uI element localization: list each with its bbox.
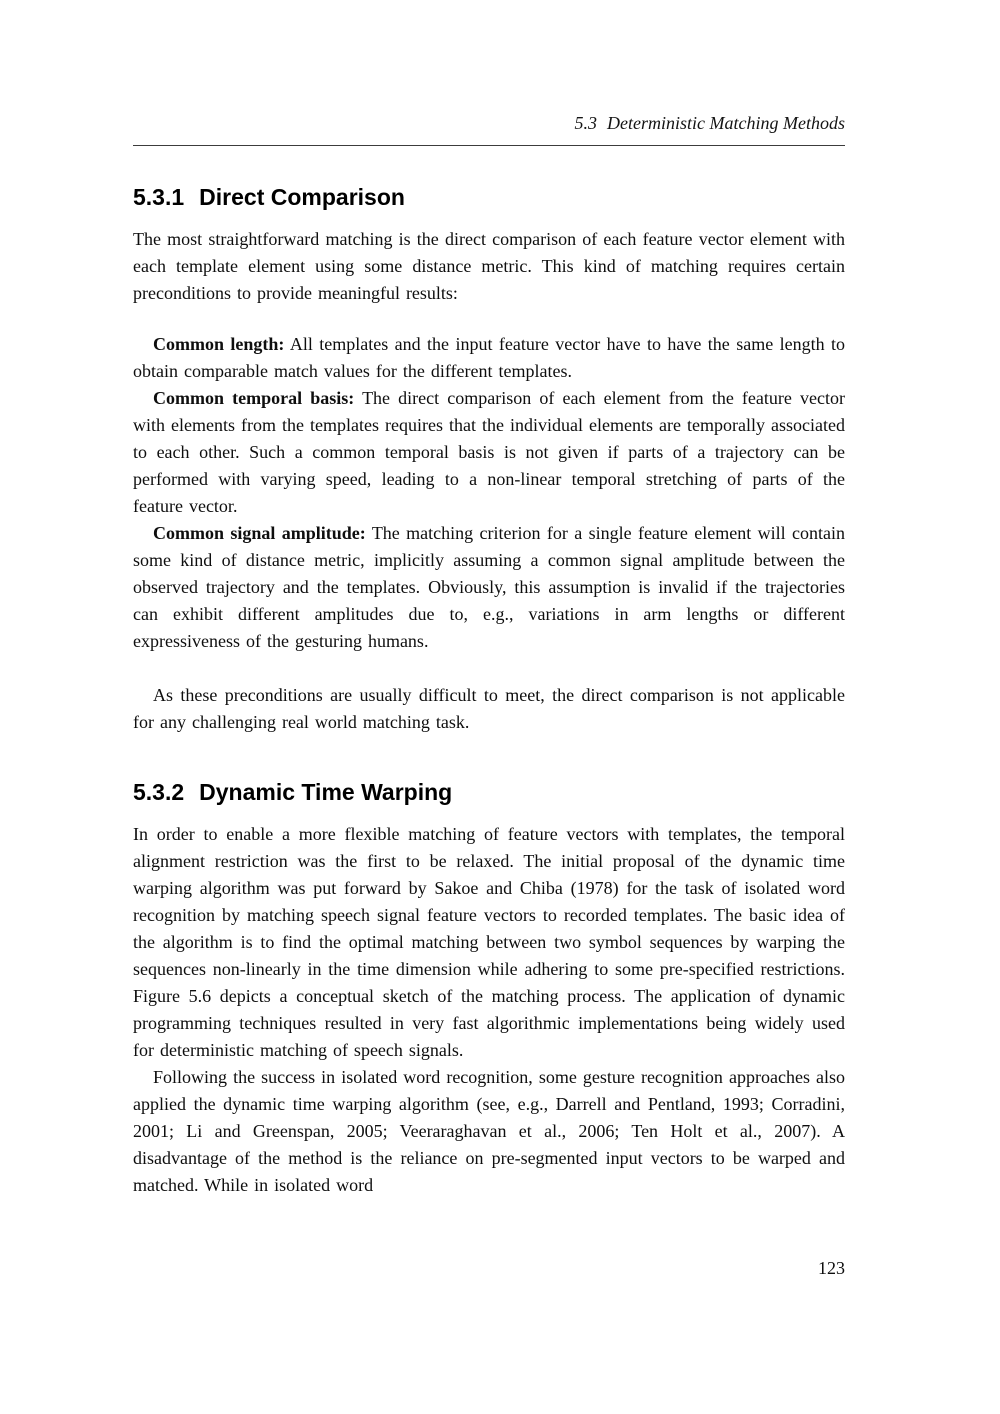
paragraph-intro-531: The most straightforward matching is the direct comparison of each feature vector element with each template element using some distance metric. This kind of matching requires certain preconditions to provide meaningful results:	[133, 229, 845, 303]
definition-item-common-signal-amplitude	[133, 520, 845, 655]
page-number: 123	[818, 1258, 845, 1278]
running-head	[133, 0, 845, 134]
section-title: Dynamic Time Warping	[199, 779, 453, 805]
section-number: 5.3.1	[133, 184, 185, 210]
definition-item-common-length	[133, 331, 845, 385]
definition-text: All templates and the input feature vector have to have the same length to obtain comparable match values for the different templates.	[133, 334, 845, 381]
running-head-title: Deterministic Matching Methods	[607, 113, 845, 133]
paragraph-532-2: Following the success in isolated word recognition, some gesture recognition approaches also applied the dynamic time warping algorithm (see, e.g., Darrell and Pentland, 1993; Corradini, 2001; Li and Greenspan, 2005; Veeraraghavan et al., 2006; Ten Holt et al., 2007). A disadvantage of the method is the reliance on pre-segmented input vectors to be warped and matched. While in isolated word	[133, 1067, 845, 1195]
definition-term: Common signal amplitude:	[153, 523, 366, 543]
section-heading-532	[133, 778, 845, 806]
header-rule	[133, 145, 845, 146]
definition-text: The direct comparison of each element from the feature vector with elements from the templates requires that the individual elements are temporally associated to each other. Such a common temporal basis is not given if parts of a trajectory can be performed with varying speed, leading to a non-linear temporal stretching of parts of the feature vector.	[133, 388, 845, 516]
preconditions-list	[133, 331, 845, 655]
definition-term: Common temporal basis:	[153, 388, 355, 408]
definition-text: The matching criterion for a single feature element will contain some kind of distance metric, implicitly assuming a common signal amplitude between the observed trajectory and the templates. Obviously, this assumption is invalid if the trajectories can exhibit different amplitudes due to, e.g., variations in arm lengths or different expressiveness of the gesturing humans.	[133, 523, 845, 651]
section-number: 5.3.2	[133, 779, 185, 805]
section-title: Direct Comparison	[199, 184, 405, 210]
running-head-section-number: 5.3	[574, 113, 598, 133]
page-content	[133, 0, 845, 1199]
paragraph-closing-531: As these preconditions are usually difficult to meet, the direct comparison is not applicable for any challenging real world matching task.	[133, 685, 845, 732]
paragraph-532-1: In order to enable a more flexible matching of feature vectors with templates, the temporal alignment restriction was the first to be relaxed. The initial proposal of the dynamic time warping algorithm was put forward by Sakoe and Chiba (1978) for the task of isolated word recognition by matching speech signal feature vectors to recorded templates. The basic idea of the algorithm is to find the optimal matching between two symbol sequences by warping the sequences non-linearly in the time dimension while adhering to some pre-specified restrictions. Figure 5.6 depicts a conceptual sketch of the matching process. The application of dynamic programming techniques resulted in very fast algorithmic implementations being widely used for deterministic matching of speech signals.	[133, 824, 845, 1060]
definition-item-common-temporal-basis	[133, 385, 845, 520]
section-heading-531	[133, 183, 845, 211]
definition-term: Common length:	[153, 334, 285, 354]
